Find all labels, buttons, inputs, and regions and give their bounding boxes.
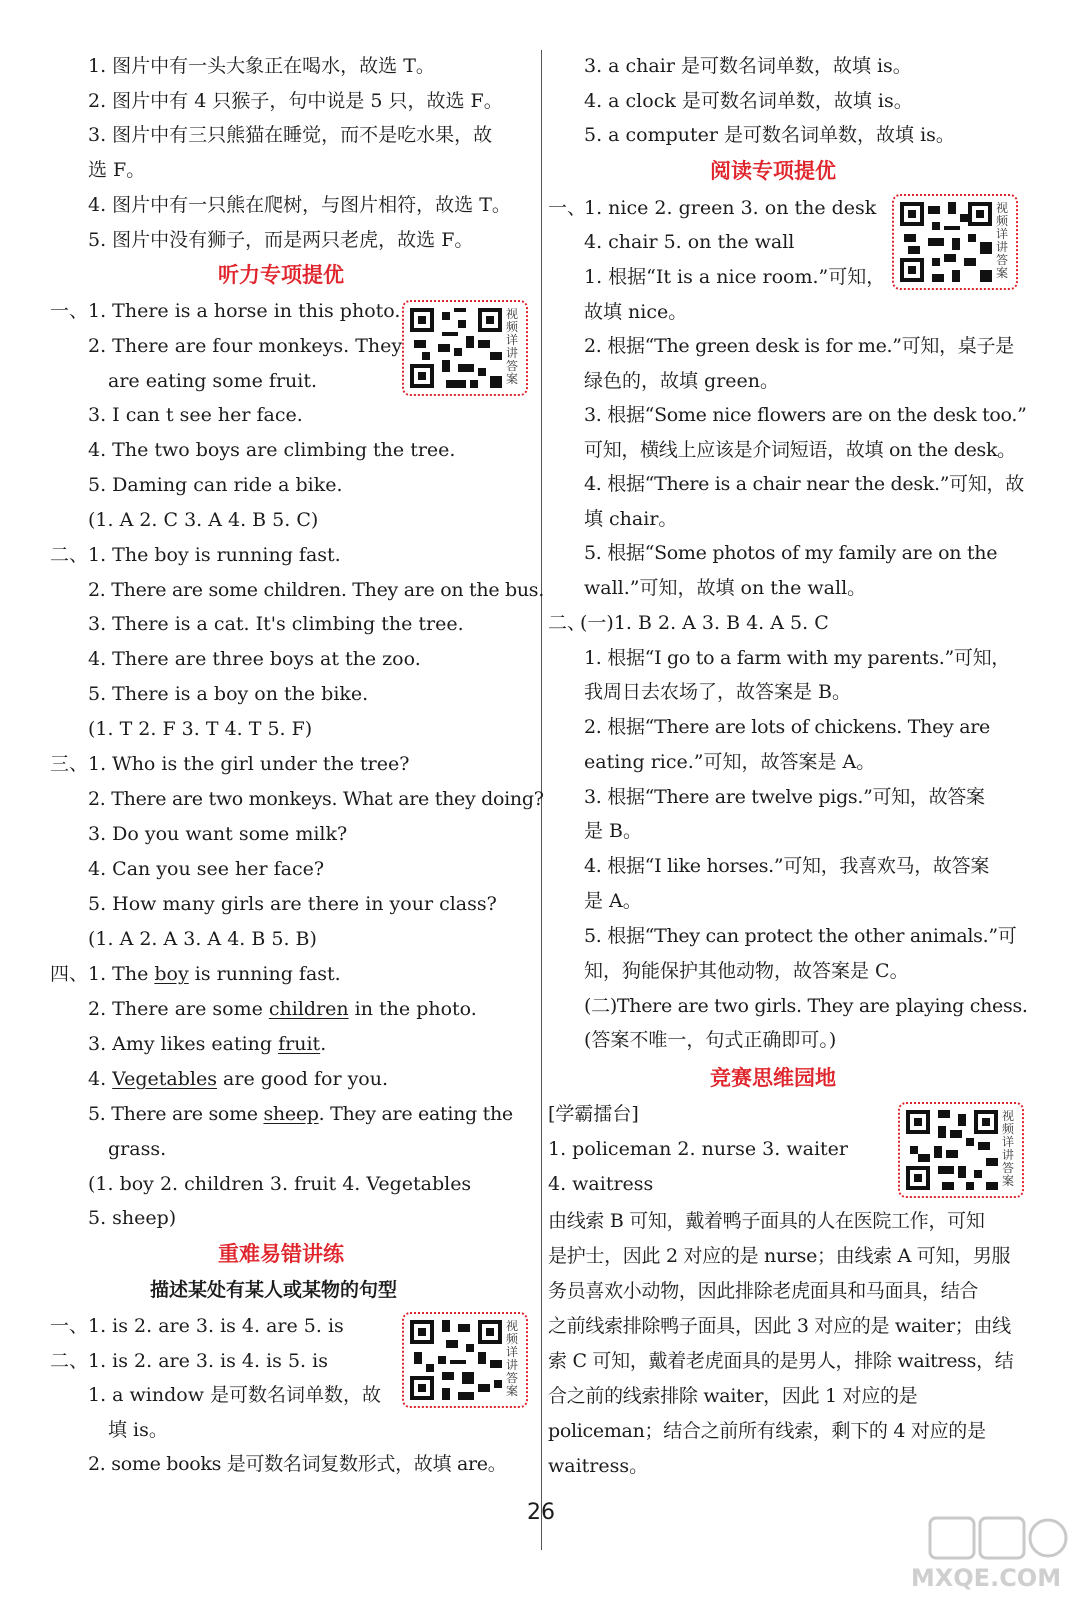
s4-line-1: 1. The boy is running fast. (88, 963, 341, 985)
section-label: 四、 (50, 963, 89, 985)
section-label: 一、 (50, 300, 89, 322)
intro-line-3: 3. 图片中有三只熊猫在睡觉，而不是吃水果，故 (88, 124, 493, 146)
r2-line-7: 是 B。 (584, 820, 643, 842)
r1-line-8: 可知，横线上应该是介词短语，故填 on the desk。 (584, 439, 1016, 461)
contest-tag: [学霸擂台] (548, 1103, 639, 1125)
qr-code-icon (410, 1320, 502, 1400)
r2-line-12: (二)There are two girls. They are playing chess. (584, 995, 1028, 1017)
r2-line-9: 是 A。 (584, 890, 642, 912)
s1-line-2: 2. There are four monkeys. They (88, 335, 403, 357)
s2-line-5: 5. There is a boy on the bike. (88, 683, 369, 705)
contest-answers-2: 4. waitress (548, 1173, 654, 1195)
s1-answers: (1. A 2. C 3. A 4. B 5. C) (88, 509, 319, 531)
difficult-heading: 重难易错讲练 (218, 1242, 344, 1266)
r2-line-8: 4. 根据“I like horses.”可知，我喜欢马，故答案 (584, 855, 990, 877)
r2-line-5: eating rice.”可知，故答案是 A。 (584, 751, 876, 773)
qr-label: 视频详讲答案 (506, 1319, 519, 1398)
r1-line-1: 1. nice 2. green 3. on the desk (584, 197, 877, 219)
s4-answers: (1. boy 2. children 3. fruit 4. Vegetables (88, 1173, 472, 1195)
contest-heading: 竞赛思维园地 (710, 1066, 836, 1090)
r2-line-3: 我周日去农场了，故答案是 B。 (584, 681, 852, 703)
section-label: 二、 (50, 1350, 89, 1372)
s2-line-1: 1. The boy is running fast. (88, 544, 341, 566)
s1-line-5: 4. The two boys are climbing the tree. (88, 439, 456, 461)
r1-line-6: 绿色的，故填 green。 (584, 370, 780, 392)
section-label: 一、 (548, 197, 587, 219)
difficult-subheading: 描述某处有某人或某物的句型 (150, 1279, 398, 1301)
page-number: 26 (527, 1500, 555, 1525)
qr-code-icon (900, 202, 992, 282)
qr-label: 视频详讲答案 (506, 307, 519, 386)
s1-line-3: are eating some fruit. (108, 370, 318, 392)
s3-line-5: 5. How many girls are there in your class? (88, 893, 497, 915)
s2-line-4: 4. There are three boys at the zoo. (88, 648, 421, 670)
section-label: 一、 (50, 1315, 89, 1337)
r1-line-11: 5. 根据“Some photos of my family are on the (584, 542, 998, 564)
top-line-1: 3. a chair 是可数名词单数，故填 is。 (584, 55, 912, 77)
listening-heading: 听力专项提优 (218, 263, 344, 287)
section-label: 二、 (50, 544, 89, 566)
s1-line-4: 3. I can t see her face. (88, 404, 303, 426)
r1-line-2: 4. chair 5. on the wall (584, 231, 795, 253)
qr-label: 视频详讲答案 (996, 201, 1009, 280)
s5-line-3: 2. some books 是可数名词复数形式，故填 are。 (88, 1453, 507, 1475)
s4-answers-cont: 5. sheep) (88, 1207, 177, 1229)
contest-explain-2: 是护士，因此 2 对应的是 nurse；由线索 A 可知，男服 (548, 1245, 1011, 1267)
r1-line-10: 填 chair。 (584, 508, 678, 530)
r1-line-3: 1. 根据“It is a nice room.”可知， (584, 266, 886, 288)
top-line-2: 4. a clock 是可数名词单数，故填 is。 (584, 90, 913, 112)
r2-line-10: 5. 根据“They can protect the other animals.”可 (584, 925, 1017, 947)
r2-note: (答案不唯一，句式正确即可。) (584, 1029, 837, 1051)
r2-line-6: 3. 根据“There are twelve pigs.”可知，故答案 (584, 786, 985, 808)
qr-code-box[interactable] (402, 300, 528, 396)
contest-explain-6: 合之前的线索排除 waiter，因此 1 对应的是 (548, 1385, 918, 1407)
s1-line-1: 1. There is a horse in this photo. (88, 300, 401, 322)
section-label: 三、 (50, 753, 89, 775)
contest-explain-8: waitress。 (548, 1455, 649, 1477)
s4-line-5: 5. There are some sheep. They are eating the (88, 1103, 513, 1125)
s3-line-4: 4. Can you see her face? (88, 858, 325, 880)
qr-code-box[interactable] (402, 1312, 528, 1408)
qr-code-icon (410, 308, 502, 388)
s5-answers-1: 1. is 2. are 3. is 4. are 5. is (88, 1315, 344, 1337)
s4-line-2: 2. There are some children in the photo. (88, 998, 477, 1020)
contest-explain-5: 索 C 可知，戴着老虎面具的是男人，排除 waitress，结 (548, 1350, 1014, 1372)
s5-line-2: 填 is。 (108, 1419, 168, 1441)
qr-code-box[interactable] (898, 1102, 1024, 1198)
contest-explain-4: 之前线索排除鸭子面具，因此 3 对应的是 waiter；由线 (548, 1315, 1011, 1337)
contest-answers-1: 1. policeman 2. nurse 3. waiter (548, 1138, 848, 1160)
s3-answers: (1. A 2. A 3. A 4. B 5. B) (88, 928, 317, 950)
svg-text:MXQE.COM: MXQE.COM (910, 1564, 1062, 1592)
r1-line-4: 故填 nice。 (584, 301, 688, 323)
s3-line-2: 2. There are two monkeys. What are they doing? (88, 788, 544, 810)
qr-code-box[interactable] (892, 194, 1018, 290)
r2-line-11: 知，狗能保护其他动物，故答案是 C。 (584, 960, 909, 982)
s4-line-6: grass. (108, 1138, 167, 1160)
intro-line-4: 选 F。 (88, 159, 146, 181)
r2-line-4: 2. 根据“There are lots of chickens. They are (584, 716, 990, 738)
s3-line-3: 3. Do you want some milk? (88, 823, 348, 845)
watermark-logo (900, 1516, 1070, 1594)
s3-line-1: 1. Who is the girl under the tree? (88, 753, 410, 775)
r1-line-5: 2. 根据“The green desk is for me.”可知，桌子是 (584, 335, 1014, 357)
reading-heading: 阅读专项提优 (710, 159, 836, 183)
r1-line-7: 3. 根据“Some nice flowers are on the desk too.” (584, 404, 1027, 426)
r2-line-2: 1. 根据“I go to a farm with my parents.”可知， (584, 647, 1010, 669)
qr-label: 视频详讲答案 (1002, 1109, 1015, 1188)
intro-line-1: 1. 图片中有一头大象正在喝水，故选 T。 (88, 55, 435, 77)
contest-explain-1: 由线索 B 可知，戴着鸭子面具的人在医院工作，可知 (548, 1210, 985, 1232)
s1-line-6: 5. Daming can ride a bike. (88, 474, 343, 496)
contest-explain-7: policeman；结合之前所有线索，剩下的 4 对应的是 (548, 1420, 986, 1442)
qr-code-icon (906, 1110, 998, 1190)
r1-line-9: 4. 根据“There is a chair near the desk.”可知，故 (584, 473, 1024, 495)
s2-answers: (1. T 2. F 3. T 4. T 5. F) (88, 718, 313, 740)
s2-line-3: 3. There is a cat. It's climbing the tree. (88, 613, 464, 635)
r1-line-12: wall.”可知，故填 on the wall。 (584, 577, 867, 599)
top-line-3: 5. a computer 是可数名词单数，故填 is。 (584, 124, 955, 146)
contest-explain-3: 务员喜欢小动物，因此排除老虎面具和马面具，结合 (548, 1280, 979, 1302)
r2-line-1: (一)1. B 2. A 3. B 4. A 5. C (580, 612, 829, 634)
section-label: 二、 (548, 612, 587, 634)
s5-answers-2: 1. is 2. are 3. is 4. is 5. is (88, 1350, 328, 1372)
s2-line-2: 2. There are some children. They are on the bus. (88, 579, 544, 601)
s4-line-4: 4. Vegetables are good for you. (88, 1068, 389, 1090)
intro-line-2: 2. 图片中有 4 只猴子，句中说是 5 只，故选 F。 (88, 90, 503, 112)
s5-line-1: 1. a window 是可数名词单数，故 (88, 1384, 382, 1406)
s4-line-3: 3. Amy likes eating fruit. (88, 1033, 327, 1055)
intro-line-5: 4. 图片中有一只熊在爬树，与图片相符，故选 T。 (88, 194, 511, 216)
intro-line-6: 5. 图片中没有狮子，而是两只老虎，故选 F。 (88, 229, 474, 251)
